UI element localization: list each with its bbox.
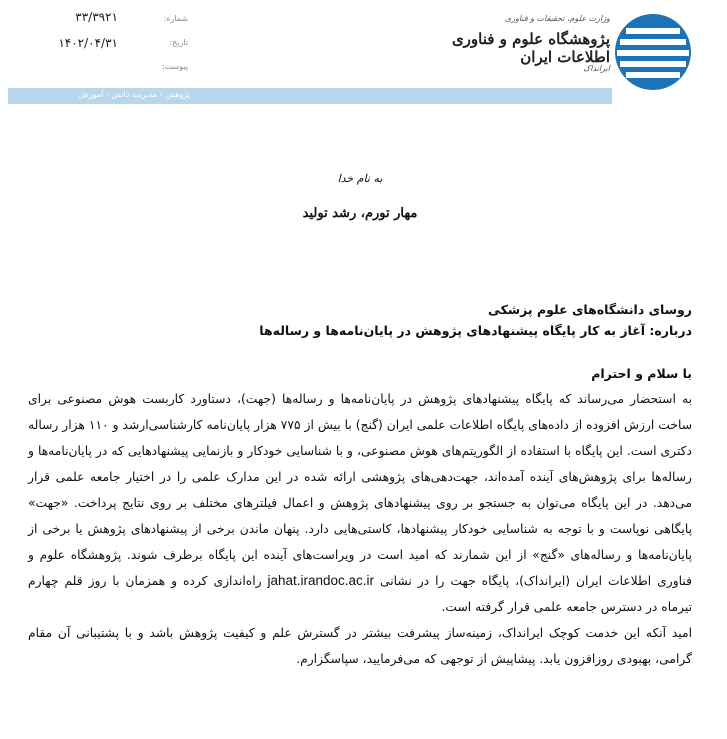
paragraph-1-text: به استحضار می‌رساند که پایگاه پیشنهادهای پژوهش در پایان‌نامه‌ها و رساله‌ها (جهت)، دستاورد کاربست هوش مصنوعی برای ساخت ارزش افزوده از داده‌های پایگاه اطلاعات علمی ایران (گنج) با بیش از ۷۷۵ هزار پایان‌نامه کارشناسی‌ارشد و ۱۱۰ هزار رساله دکتری است. این پایگاه با استفاده از الگوریتم‌های هوش مصنوعی، و با شناسایی خودکار و بازنمایی پیشنهادهایی که در پایان‌نامه‌ها و رساله‌ها برای پژوهش‌های آینده آمده‌اند، جهت‌دهی‌های پژوهشی ارائه شده در این مدارک علمی را در اختیار جامعه علمی قرار می‌دهد. در این پایگاه می‌توان به جستجو بر روی پیشنهادهای پژوهش و اعمال فیلترهای مختلف بر روی نتایج پرداخت. «جهت» پایگاهی نوپاست و با توجه به شناسایی خودکار پیشنهادها، کاستی‌هایی دارد. پنهان ماندن برخی از پیشنهادهای پژوهش یا برخی از پایان‌نامه‌ها و رساله‌های «گنج» از این شمارند که امید است در ویراست‌های آینده این پایگاه برطرف شوند. پژوهشگاه علوم و فناوری اطلاعات ایران (ایرانداک)، پایگاه جهت را در نشانی [28, 392, 692, 588]
addressee: روسای دانشگاه‌های علوم پزشکی [487, 302, 692, 317]
organization-abbreviation: ایرانداک [583, 64, 610, 73]
greeting: با سلام و احترام [591, 366, 692, 381]
letter-body [28, 386, 692, 672]
year-slogan: مهار تورم، رشد تولید [302, 206, 418, 221]
paragraph-1-end: راه‌اندازی کرده و همزمان با روز قلم چهارم تیرماه در دسترس جامعه علمی قرار گرفته است. [28, 574, 692, 614]
bismillah-heading: به نام خدا [337, 172, 383, 185]
letter-date: ۱۴۰۲/۰۴/۳۱ [58, 36, 118, 50]
paragraph-1 [28, 386, 692, 620]
irandoc-logo-icon [612, 12, 694, 92]
number-label: شماره: [163, 14, 188, 23]
attachment-label: پیوست: [161, 62, 188, 71]
subject-line: درباره: آغاز به کار پایگاه پیشنهادهای پژوهش در پایان‌نامه‌ها و رساله‌ها [259, 323, 692, 338]
ministry-name: وزارت علوم، تحقیقات و فناوری [505, 14, 610, 23]
website-url[interactable]: jahat.irandoc.ac.ir [267, 573, 375, 588]
header-band-text: پژوهش - مدیریت دانش - آموزش [78, 90, 190, 99]
letter-number: ۳۳/۳۹۲۱ [75, 10, 118, 24]
paragraph-2: امید آنکه این خدمت کوچک ایرانداک، زمینه‌ساز پیشرفت بیشتر در گسترش علم و کیفیت پژوهش باشد و با پشتیبانی آن مقام گرامی، بهبودی روزافزون یابد. پیشاپیش از توجهی که می‌فرمایید، سپاسگزارم. [28, 626, 692, 666]
date-label: تاریخ: [169, 38, 188, 47]
organization-name: پژوهشگاه علوم و فناوری اطلاعات ایران [451, 30, 610, 66]
